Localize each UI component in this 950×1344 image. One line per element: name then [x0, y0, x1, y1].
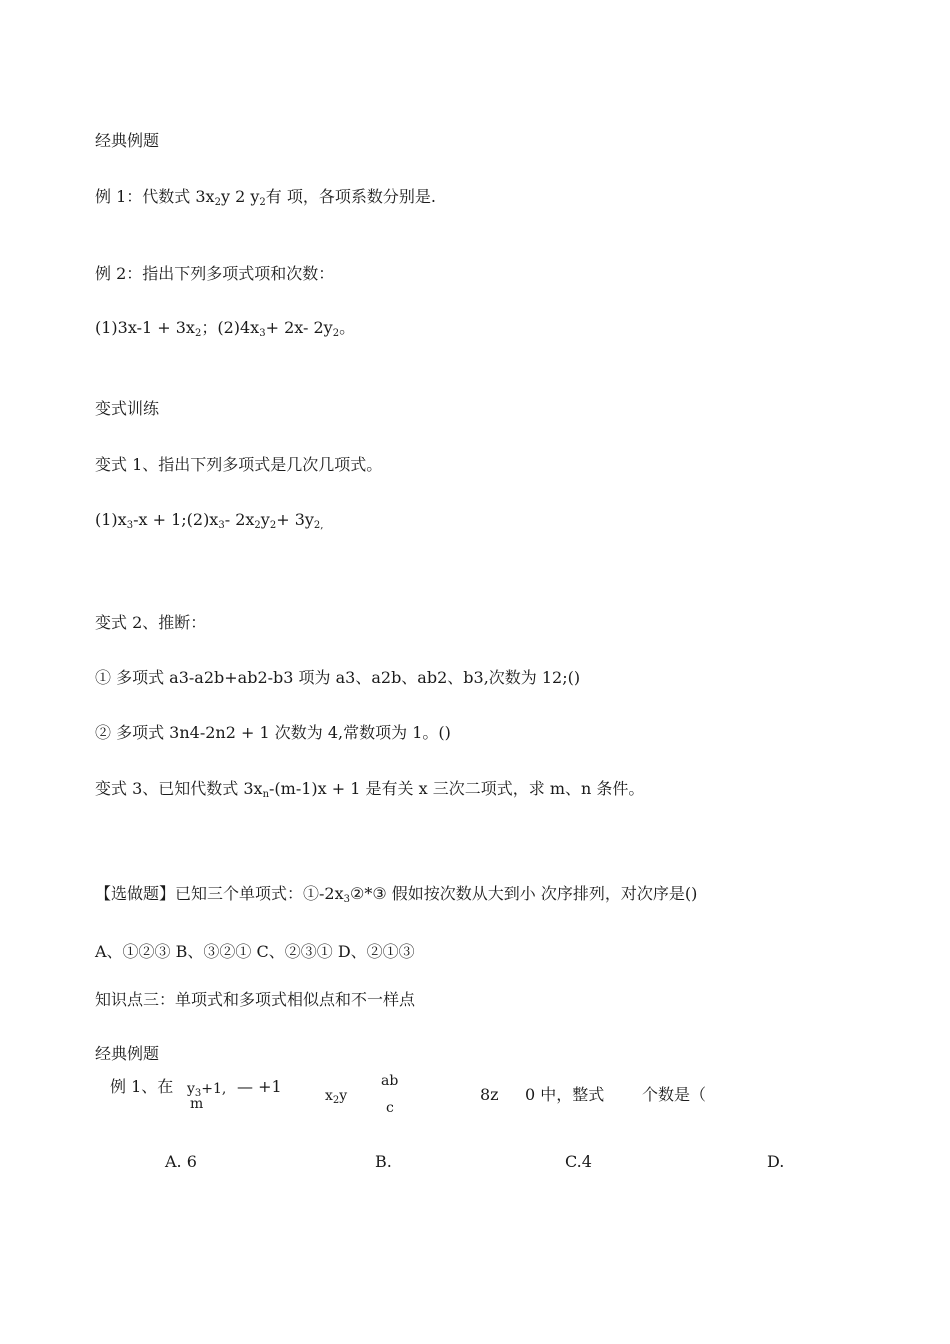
example-last-lead: 例 1、在 [110, 1077, 174, 1096]
variant-2-statement-1: ① 多项式 a3-a2b+ab2-b3 项为 a3、a2b、ab2、b3,次数为 12;() [95, 668, 581, 687]
variant-3-line: 变式 3、已知代数式 3xn-(m-1)x + 1 是有关 x 三次二项式，求 m、n 条件。 [95, 779, 645, 800]
expression-1-numerator: $y_3+1$, [187, 1081, 227, 1099]
choice-d: D. [767, 1152, 785, 1171]
variant-2-prompt: 变式 2、推断： [95, 613, 207, 632]
variant-2-statement-2: ② 多项式 3n4-2n2 + 1 次数为 4,常数项为 1。() [95, 723, 451, 742]
expression-5: 8z [480, 1085, 499, 1104]
optional-question-choices: A、①②③ B、③②① C、②③① D、②①③ [95, 942, 415, 961]
expression-2: — +1 [237, 1077, 282, 1096]
expression-1-denominator: m [190, 1096, 204, 1112]
variant-1-prompt: 变式 1、指出下列多项式是几次几项式。 [95, 455, 383, 474]
expression-6-integer-label: 0 中，整式 [525, 1085, 605, 1104]
expression-count-question: 个数是（ [642, 1085, 707, 1104]
section-heading-variant-training: 变式训练 [95, 399, 160, 418]
section-heading-classic-examples-2: 经典例题 [95, 1044, 160, 1063]
example-2-items: (1)3x-1 + 3x2；(2)4x3+ 2x- 2y2。 [95, 318, 356, 339]
expression-4-numerator: ab [381, 1073, 399, 1089]
example-2-prompt: 例 2：指出下列多项式项和次数： [95, 264, 335, 283]
knowledge-point-3-heading: 知识点三：单项式和多项式相似点和不一样点 [95, 990, 416, 1009]
expression-3: $x_2y$ [325, 1088, 348, 1106]
choice-b: B. [375, 1152, 392, 1171]
example-1-line: 例 1：代数式 3x2y 2 y2有 项，各项系数分别是. [95, 187, 436, 208]
choice-a: A. 6 [165, 1152, 197, 1171]
optional-question-line: 【选做题】已知三个单项式：①-2x3②*③ 假如按次数从大到小 次序排列，对次序是() [95, 884, 698, 905]
section-heading-classic-examples: 经典例题 [95, 131, 160, 150]
expression-4-denominator: c [386, 1100, 394, 1116]
variant-1-items: (1)x3-x + 1;(2)x3- 2x2y2+ 3y2, [95, 510, 324, 531]
choice-c: C.4 [565, 1152, 592, 1171]
